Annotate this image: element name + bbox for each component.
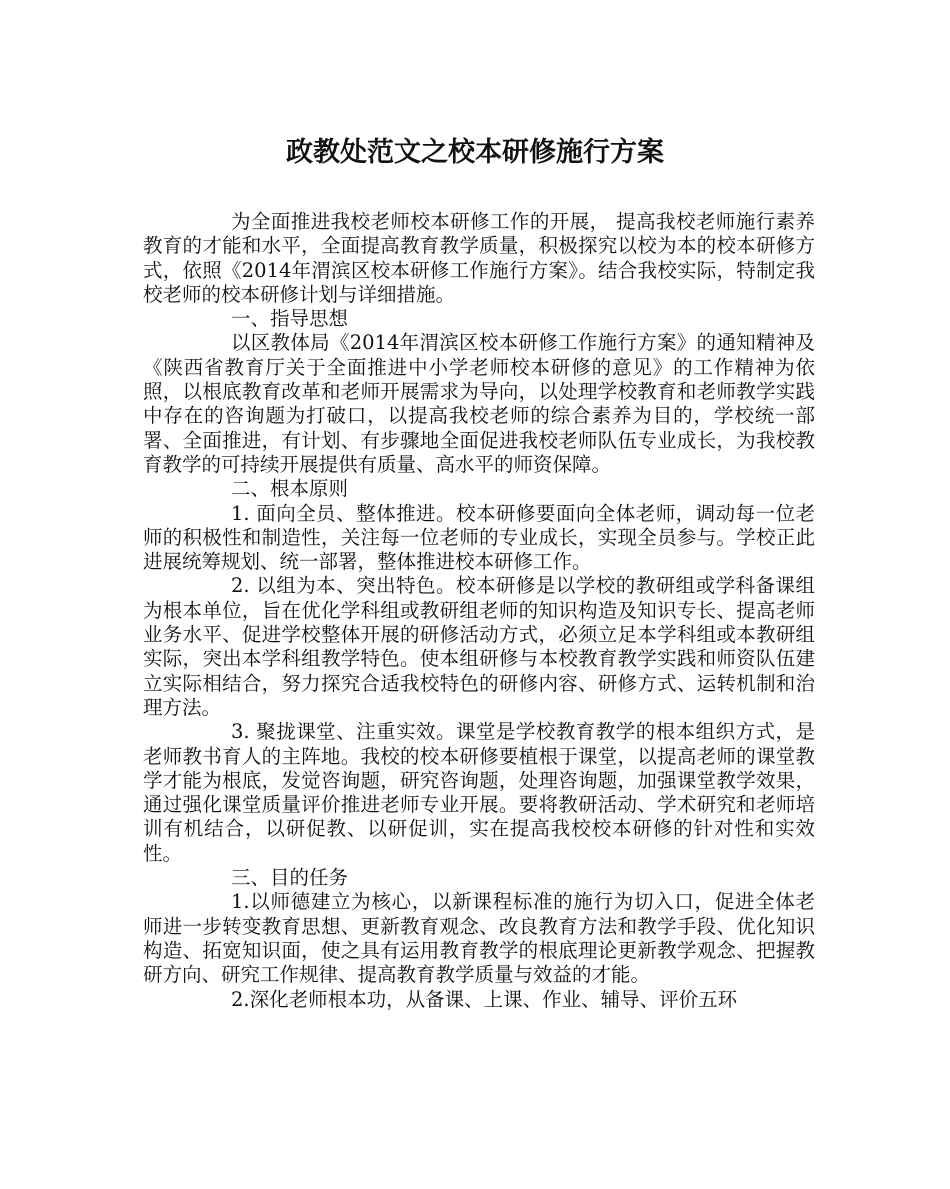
paragraph: 以区教体局《2014年渭滨区校本研修工作施行方案》的通知精神及《陕西省教育厅关于全面推进中小学老师校本研修的意见》的工作精神为依照，以根底教育改革和老师开展需求为导向，以处理学校教育和老师教学实践中存在的咨询题为打破口，以提高我校老师的综合素养为目的，学校统一部署、全面推进，有计划、有步骤地全面促进我校老师队伍专业成长，为我校教育教学的可持续开展提供有质量、高水平的师资保障。 [143,331,815,476]
paragraph: 3. 聚拢课堂、注重实效。课堂是学校教育教学的根本组织方式，是老师教书育人的主阵地。我校的校本研修要植根于课堂，以提高老师的课堂教学才能为根底，发觉咨询题，研究咨询题，处理咨询题，加强课堂教学效果，通过强化课堂质量评价推进老师专业开展。要将教研活动、学术研究和老师培训有机结合，以研促教、以研促训，实在提高我校校本研修的针对性和实效性。 [143,720,815,865]
paragraph: 2.深化老师根本功，从备课、上课、作业、辅导、评价五环 [231,987,738,1011]
section-heading-goals-tasks: 三、目的任务 [231,866,349,890]
section-heading-basic-principles: 二、根本原则 [231,477,349,501]
paragraph: 1.以师德建立为核心，以新课程标准的施行为切入口，促进全体老师进一步转变教育思想、更新教育观念、改良教育方法和教学手段、优化知识构造、拓宽知识面，使之具有运用教育教学的根底理论更新教学观念、把握教研方向、研究工作规律、提高教育教学质量与效益的才能。 [143,890,815,987]
paragraph: 1. 面向全员、整体推进。校本研修要面向全体老师，调动每一位老师的积极性和制造性，关注每一位老师的专业成长，实现全员参与。学校正此进展统筹规划、统一部署，整体推进校本研修工作。 [143,501,815,574]
document-body [143,210,815,1012]
intro-paragraph: 为全面推进我校老师校本研修工作的开展， 提高我校老师施行素养教育的才能和水平，全面提高教育教学质量，积极探究以校为本的校本研修方式，依照《2014年渭滨区校本研修工作施行方案》。结合我校实际，特制定我校老师的校本研修计划与详细措施。 [143,210,815,306]
section-heading-guiding-thought: 一、指导思想 [231,307,349,331]
paragraph: 2. 以组为本、突出特色。校本研修是以学校的教研组或学科备课组为根本单位，旨在优化学科组或教研组老师的知识构造及知识专长、提高老师业务水平、促进学校整体开展的研修活动方式，必须立足本学科组或本教研组实际，突出本学科组教学特色。使本组研修与本校教育教学实践和师资队伍建立实际相结合，努力探究合适我校特色的研修内容、研修方式、运转机制和治理方法。 [143,574,815,719]
document-title: 政教处范文之校本研修施行方案 [286,137,664,168]
